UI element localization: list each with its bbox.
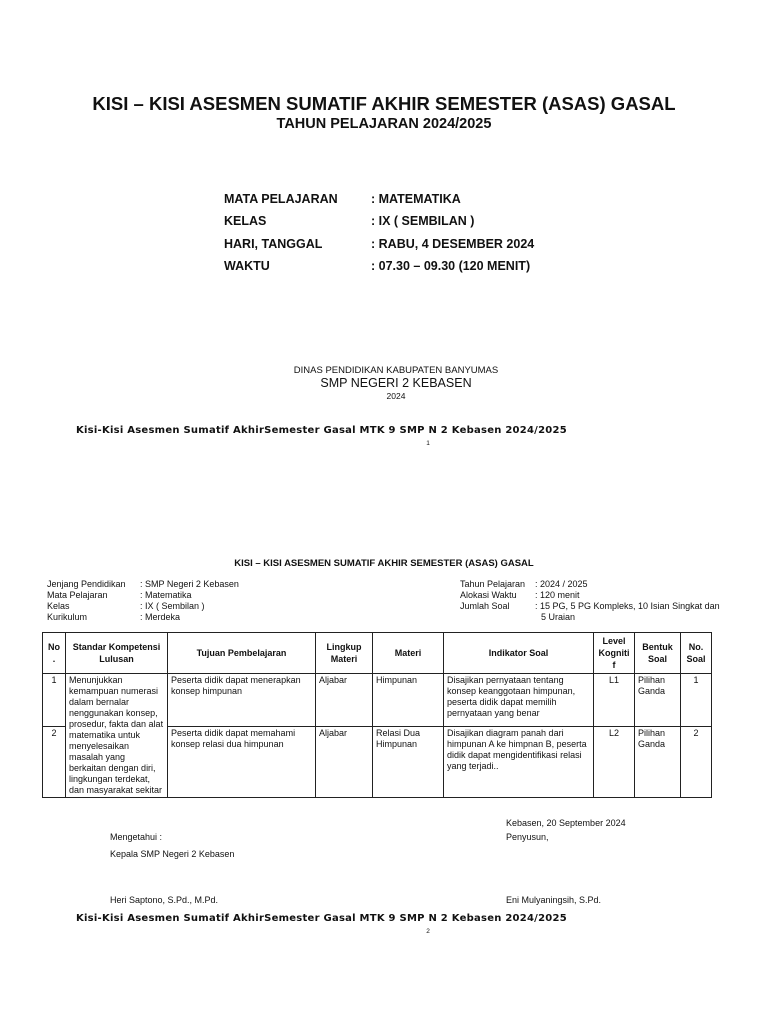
header-skl: Standar Kompetensi Lulusan — [66, 633, 168, 674]
page-number-1: 1 — [426, 440, 430, 447]
table-row — [43, 674, 712, 727]
info-label-class: KELAS — [224, 214, 267, 228]
cell-indikator: Disajikan pernyataan tentang konsep keanggotaan himpunan, peserta didik dapat memilih pernyataan yang benar — [444, 674, 594, 727]
meta-value: : IX ( Sembilan ) — [140, 601, 205, 611]
cell-bentuk: Pilihan Ganda — [635, 727, 681, 798]
cell-no-soal: 1 — [681, 674, 712, 727]
header-indikator: Indikator Soal — [444, 633, 594, 674]
info-label-subject: MATA PELAJARAN — [224, 192, 338, 206]
cell-indikator: Disajikan diagram panah dari himpunan A ke himpnan B, peserta didik dapat mengidentifikasi relasi yang terjadi.. — [444, 727, 594, 798]
info-label-date: HARI, TANGGAL — [224, 237, 323, 251]
info-value-class: : IX ( SEMBILAN ) — [371, 214, 475, 228]
meta-label: Tahun Pelajaran — [460, 579, 526, 589]
page2-title: KISI – KISI ASESMEN SUMATIF AKHIR SEMESTER (ASAS) GASAL — [234, 558, 534, 569]
header-lingkup: Lingkup Materi — [316, 633, 373, 674]
cover-subtitle: TAHUN PELAJARAN 2024/2025 — [276, 116, 492, 132]
cell-lingkup: Aljabar — [316, 674, 373, 727]
meta-label: Alokasi Waktu — [460, 590, 517, 600]
meta-value: 5 Uraian — [541, 612, 576, 622]
header-level: Level Kogniti f — [594, 633, 635, 674]
meta-value: : 2024 / 2025 — [535, 579, 588, 589]
meta-label: Jumlah Soal — [460, 601, 510, 611]
meta-label: Kelas — [47, 601, 70, 611]
cover-year: 2024 — [386, 391, 406, 401]
meta-value: : Matematika — [140, 590, 192, 600]
meta-label: Kurikulum — [47, 612, 88, 622]
cell-bentuk: Pilihan Ganda — [635, 674, 681, 727]
cover-title: KISI – KISI ASESMEN SUMATIF AKHIR SEMESTER (ASAS) GASAL — [92, 93, 676, 114]
place-date: Kebasen, 20 September 2024 — [506, 818, 626, 828]
cell-materi: Relasi Dua Himpunan — [373, 727, 444, 798]
cell-level: L1 — [594, 674, 635, 727]
cell-tujuan: Peserta didik dapat menerapkan konsep himpunan — [168, 674, 316, 727]
table-header-row — [43, 633, 712, 674]
info-value-subject: : MATEMATIKA — [371, 192, 461, 206]
info-value-date: : RABU, 4 DESEMBER 2024 — [371, 237, 535, 251]
page-footer-2: Kisi-Kisi Asesmen Sumatif AkhirSemester Gasal MTK 9 SMP N 2 Kebasen 2024/2025 — [76, 913, 567, 924]
meta-value: : SMP Negeri 2 Kebasen — [140, 579, 239, 589]
agency-name: DINAS PENDIDIKAN KABUPATEN BANYUMAS — [293, 365, 499, 376]
info-label-time: WAKTU — [224, 259, 270, 273]
penyusun-label: Penyusun, — [506, 832, 549, 842]
kisi-table — [42, 632, 712, 798]
meta-value: : 120 menit — [535, 590, 580, 600]
cell-no-soal: 2 — [681, 727, 712, 798]
meta-value: : Merdeka — [140, 612, 181, 622]
mengetahui-label: Mengetahui : — [110, 832, 163, 842]
header-no: No . — [43, 633, 66, 674]
meta-label: Mata Pelajaran — [47, 590, 108, 600]
kepala-name: Heri Saptono, S.Pd., M.Pd. — [110, 895, 219, 905]
cell-skl: Menunjukkan kemampuan numerasi dalam bernalar nenggunakan konsep, prosedur, fakta dan alat matematika untuk menyelesaikan masalah yang berkaitan dengan diri, lingkungan terdekat, dan masyarakat sekitar — [66, 674, 168, 798]
cell-no: 2 — [43, 727, 66, 798]
cell-lingkup: Aljabar — [316, 727, 373, 798]
cell-tujuan: Peserta didik dapat memahami konsep relasi dua himpunan — [168, 727, 316, 798]
header-tujuan: Tujuan Pembelajaran — [168, 633, 316, 674]
cell-materi: Himpunan — [373, 674, 444, 727]
meta-value: : 15 PG, 5 PG Kompleks, 10 Isian Singkat dan — [535, 601, 720, 611]
page-footer-1: Kisi-Kisi Asesmen Sumatif AkhirSemester Gasal MTK 9 SMP N 2 Kebasen 2024/2025 — [76, 425, 567, 436]
header-materi: Materi — [373, 633, 444, 674]
header-bentuk: Bentuk Soal — [635, 633, 681, 674]
header-no-soal: No. Soal — [681, 633, 712, 674]
page-number-2: 2 — [426, 928, 430, 935]
info-value-time: : 07.30 – 09.30 (120 MENIT) — [371, 259, 531, 273]
meta-label: Jenjang Pendidikan — [47, 579, 126, 589]
kepala-label: Kepala SMP Negeri 2 Kebasen — [110, 849, 235, 859]
cell-level: L2 — [594, 727, 635, 798]
penyusun-name: Eni Mulyaningsih, S.Pd. — [506, 895, 602, 905]
school-name: SMP NEGERI 2 KEBASEN — [320, 376, 472, 390]
cell-no: 1 — [43, 674, 66, 727]
